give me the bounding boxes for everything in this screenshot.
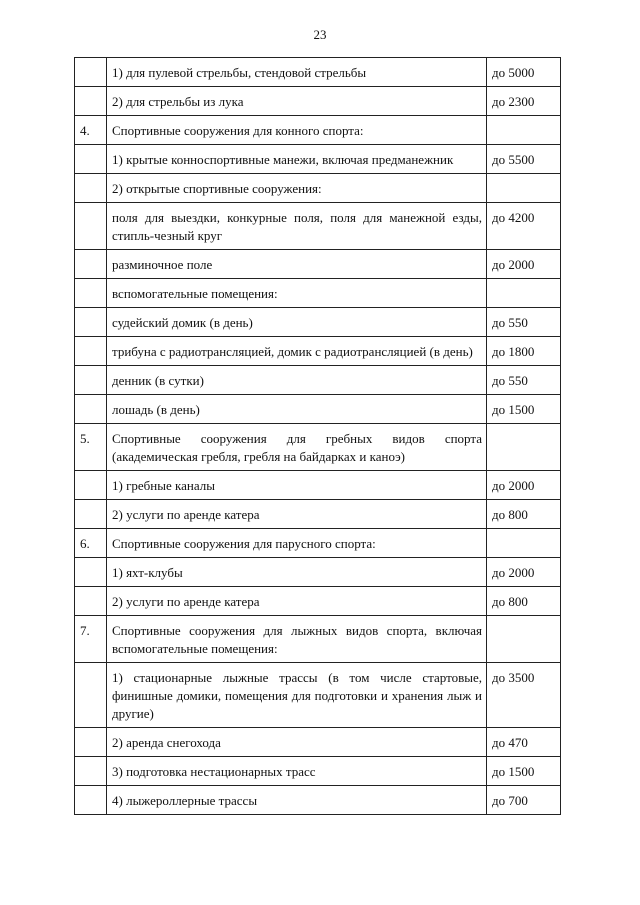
row-price — [487, 174, 561, 203]
row-number — [75, 587, 107, 616]
table-row — [75, 558, 561, 587]
row-number: 6. — [75, 529, 107, 558]
row-name: 4) лыжероллерные трассы — [107, 786, 487, 815]
table-row — [75, 366, 561, 395]
table-row — [75, 337, 561, 366]
row-name: 2) для стрельбы из лука — [107, 87, 487, 116]
table-row — [75, 87, 561, 116]
table-row — [75, 174, 561, 203]
table-row — [75, 279, 561, 308]
row-number: 5. — [75, 424, 107, 471]
table-row — [75, 145, 561, 174]
row-price — [487, 279, 561, 308]
row-name: Спортивные сооружения для лыжных видов спорта, включая вспомогательные помещения: — [107, 616, 487, 663]
row-number: 4. — [75, 116, 107, 145]
row-name: 1) для пулевой стрельбы, стендовой стрельбы — [107, 58, 487, 87]
row-number — [75, 250, 107, 279]
row-price: до 470 — [487, 728, 561, 757]
row-name: лошадь (в день) — [107, 395, 487, 424]
row-price: до 700 — [487, 786, 561, 815]
table-row — [75, 616, 561, 663]
table-row — [75, 395, 561, 424]
table-row — [75, 728, 561, 757]
row-name: Спортивные сооружения для парусного спорта: — [107, 529, 487, 558]
row-price — [487, 116, 561, 145]
row-price: до 5500 — [487, 145, 561, 174]
row-number — [75, 203, 107, 250]
row-price: до 2000 — [487, 471, 561, 500]
row-name: Спортивные сооружения для гребных видов спорта (академическая гребля, гребля на байдарках и каноэ) — [107, 424, 487, 471]
row-number — [75, 471, 107, 500]
row-name: 2) открытые спортивные сооружения: — [107, 174, 487, 203]
row-number — [75, 500, 107, 529]
row-name: 1) яхт-клубы — [107, 558, 487, 587]
row-number — [75, 174, 107, 203]
row-number — [75, 337, 107, 366]
row-price: до 800 — [487, 500, 561, 529]
row-price: до 5000 — [487, 58, 561, 87]
row-number — [75, 786, 107, 815]
table-row — [75, 203, 561, 250]
row-price: до 1500 — [487, 757, 561, 786]
row-name: 1) гребные каналы — [107, 471, 487, 500]
row-number — [75, 558, 107, 587]
row-price: до 4200 — [487, 203, 561, 250]
table-row — [75, 587, 561, 616]
row-price — [487, 424, 561, 471]
row-number — [75, 728, 107, 757]
table-row — [75, 424, 561, 471]
row-price — [487, 616, 561, 663]
row-number — [75, 366, 107, 395]
row-price: до 550 — [487, 366, 561, 395]
row-name: трибуна с радиотрансляцией, домик с радиотрансляцией (в день) — [107, 337, 487, 366]
price-table — [74, 57, 561, 815]
row-number — [75, 145, 107, 174]
row-name: 2) услуги по аренде катера — [107, 500, 487, 529]
row-price: до 1800 — [487, 337, 561, 366]
row-name: поля для выездки, конкурные поля, поля для манежной езды, стипль-чезный круг — [107, 203, 487, 250]
row-number — [75, 757, 107, 786]
row-price: до 550 — [487, 308, 561, 337]
row-number — [75, 279, 107, 308]
row-name: 3) подготовка нестационарных трасс — [107, 757, 487, 786]
row-number — [75, 395, 107, 424]
row-name: вспомогательные помещения: — [107, 279, 487, 308]
row-number — [75, 308, 107, 337]
table-row — [75, 500, 561, 529]
row-price — [487, 529, 561, 558]
row-name: Спортивные сооружения для конного спорта: — [107, 116, 487, 145]
row-number — [75, 87, 107, 116]
row-name: 1) крытые конноспортивные манежи, включая предманежник — [107, 145, 487, 174]
row-price: до 2000 — [487, 250, 561, 279]
table-row — [75, 471, 561, 500]
row-number — [75, 58, 107, 87]
table-row — [75, 786, 561, 815]
price-table-body — [75, 58, 561, 815]
row-number: 7. — [75, 616, 107, 663]
table-row — [75, 116, 561, 145]
table-row — [75, 58, 561, 87]
row-price: до 1500 — [487, 395, 561, 424]
row-name: судейский домик (в день) — [107, 308, 487, 337]
table-row — [75, 757, 561, 786]
table-row — [75, 663, 561, 728]
row-name: 1) стационарные лыжные трассы (в том числе стартовые, финишные домики, помещения для подготовки и хранения лыж и другие) — [107, 663, 487, 728]
page-number: 23 — [313, 27, 327, 42]
table-row — [75, 529, 561, 558]
table-row — [75, 250, 561, 279]
row-price: до 2300 — [487, 87, 561, 116]
row-name: денник (в сутки) — [107, 366, 487, 395]
row-name: 2) аренда снегохода — [107, 728, 487, 757]
row-number — [75, 663, 107, 728]
row-name: 2) услуги по аренде катера — [107, 587, 487, 616]
row-price: до 800 — [487, 587, 561, 616]
row-name: разминочное поле — [107, 250, 487, 279]
table-row — [75, 308, 561, 337]
row-price: до 2000 — [487, 558, 561, 587]
row-price: до 3500 — [487, 663, 561, 728]
